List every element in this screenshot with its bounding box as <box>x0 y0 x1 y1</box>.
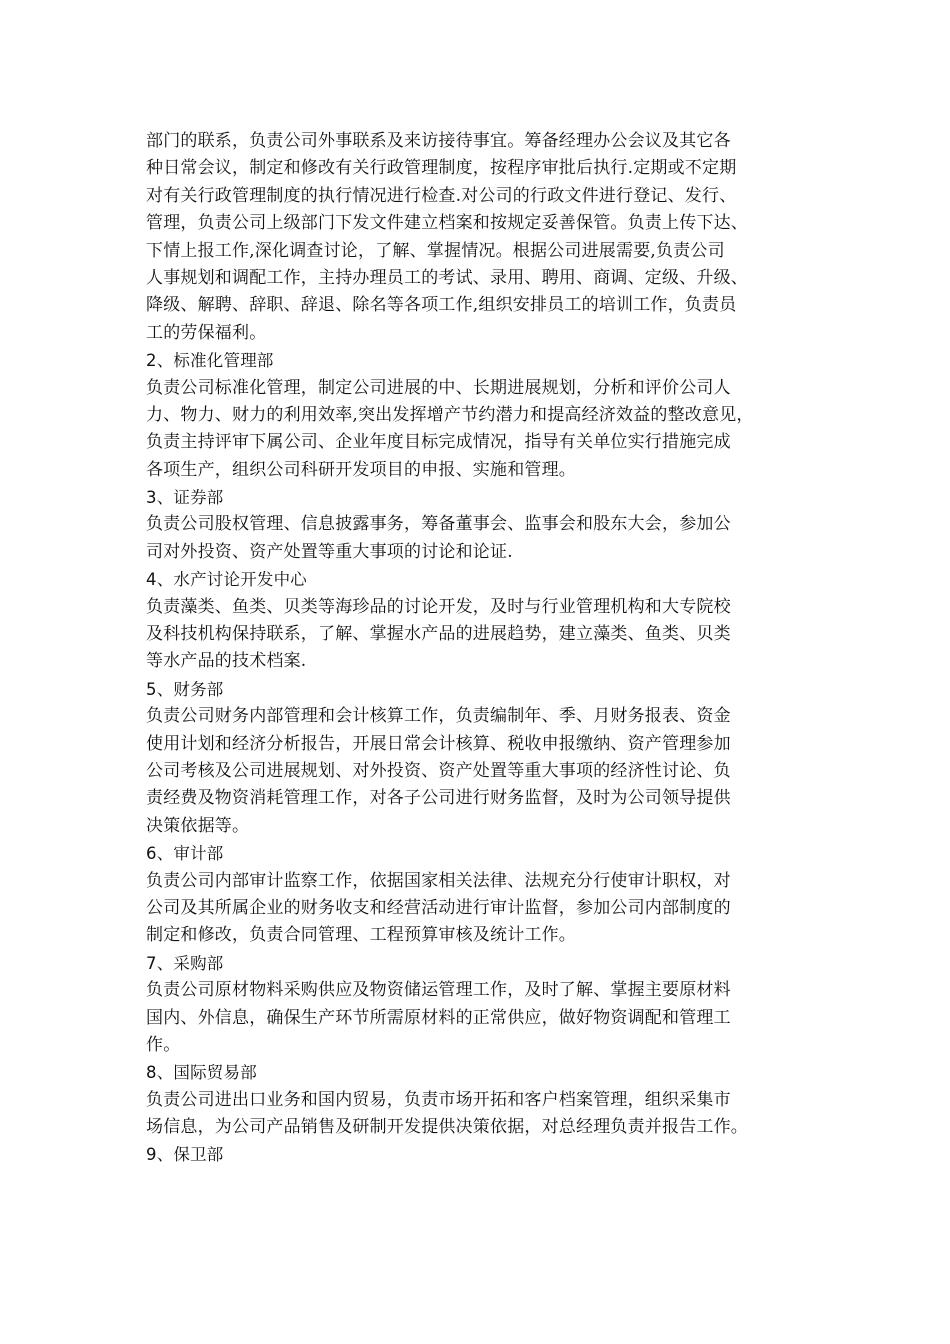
text-line: 负责公司原材物料采购供应及物资储运管理工作，及时了解、掌握主要原材料 <box>146 980 731 1001</box>
text-line: 负责藻类、鱼类、贝类等海珍品的讨论开发，及时与行业管理机构和大专院校 <box>146 596 731 617</box>
text-line: 对有关行政管理制度的执行情况进行检查.对公司的行政文件进行登记、发行、 <box>146 185 737 206</box>
section-heading: 8、国际贸易部 <box>146 1063 257 1083</box>
text-line: 及科技机构保持联系，了解、掌握水产品的进展趋势，建立藻类、鱼类、贝类 <box>146 624 731 645</box>
text-line: 负责公司财务内部管理和会计核算工作，负责编制年、季、月财务报表、资金 <box>146 706 731 727</box>
section-heading: 5、财务部 <box>146 679 224 699</box>
section-heading: 6、审计部 <box>146 844 224 864</box>
text-line: 负责公司内部审计监察工作，依据国家相关法律、法规充分行使审计职权，对 <box>146 870 731 891</box>
text-line: 公司及其所属企业的财务收支和经营活动进行审计监督，参加公司内部制度的 <box>146 897 731 918</box>
text-line: 部门的联系，负责公司外事联系及来访接待事宜。筹备经理办公会议及其它各 <box>146 131 731 151</box>
section-heading: 4、水产讨论开发中心 <box>146 570 307 590</box>
text-line: 制定和修改，负责合同管理、工程预算审核及统计工作。 <box>146 925 576 946</box>
text-line: 场信息，为公司产品销售及研制开发提供决策依据，对总经理负责并报告工作。 <box>146 1117 748 1138</box>
text-line: 管理，负责公司上级部门下发文件建立档案和按规定妥善保管。负责上传下达、 <box>146 213 748 234</box>
text-line: 负责公司标准化管理，制定公司进展的中、长期进展规划，分析和评价公司人 <box>146 377 731 398</box>
text-line: 责经费及物资消耗管理工作，对各子公司进行财务监督，及时为公司领导提供 <box>146 788 731 809</box>
document-body <box>146 128 826 1169</box>
text-line: 等水产品的技术档案. <box>146 651 307 672</box>
text-line: 使用计划和经济分析报告，开展日常会计核算、税收申报缴纳、资产管理参加 <box>146 733 731 754</box>
text-line: 人事规划和调配工作，主持办理员工的考试、录用、聘用、商调、定级、升级、 <box>146 267 748 288</box>
text-line: 负责公司股权管理、信息披露事务，筹备董事会、监事会和股东大会，参加公 <box>146 514 731 535</box>
text-line: 负责公司进出口业务和国内贸易，负责市场开拓和客户档案管理，组织采集市 <box>146 1089 731 1110</box>
text-line: 负责主持评审下属公司、企业年度目标完成情况，指导有关单位实行措施完成 <box>146 432 731 453</box>
text-line: 降级、解聘、辞职、辞退、除名等各项工作,组织安排员工的培训工作，负责员 <box>146 295 737 316</box>
text-line: 各项生产，组织公司科研开发项目的申报、实施和管理。 <box>146 459 576 480</box>
text-line: 决策依据等。 <box>146 815 250 836</box>
text-line: 种日常会议，制定和修改有关行政管理制度，按程序审批后执行.定期或不定期 <box>146 158 737 179</box>
section-heading: 9、保卫部 <box>146 1145 224 1165</box>
text-line: 作。 <box>146 1034 181 1055</box>
section-heading: 3、证券部 <box>146 488 224 508</box>
text-line: 司对外投资、资产处置等重大事项的讨论和论证. <box>146 541 513 562</box>
text-line: 下情上报工作,深化调查讨论，了解、掌握情况。根据公司进展需要,负责公司 <box>146 240 725 261</box>
section-heading: 7、采购部 <box>146 953 224 973</box>
text-line: 公司考核及公司进展规划、对外投资、资产处置等重大事项的经济性讨论、负 <box>146 760 731 781</box>
text-line: 国内、外信息，确保生产环节所需原材料的正常供应，做好物资调配和管理工 <box>146 1007 731 1028</box>
text-line: 工的劳保福利。 <box>146 322 267 343</box>
text-line: 力、物力、财力的利用效率,突出发挥增产节约潜力和提高经济效益的整改意见， <box>146 404 754 425</box>
section-heading: 2、标准化管理部 <box>146 351 274 371</box>
